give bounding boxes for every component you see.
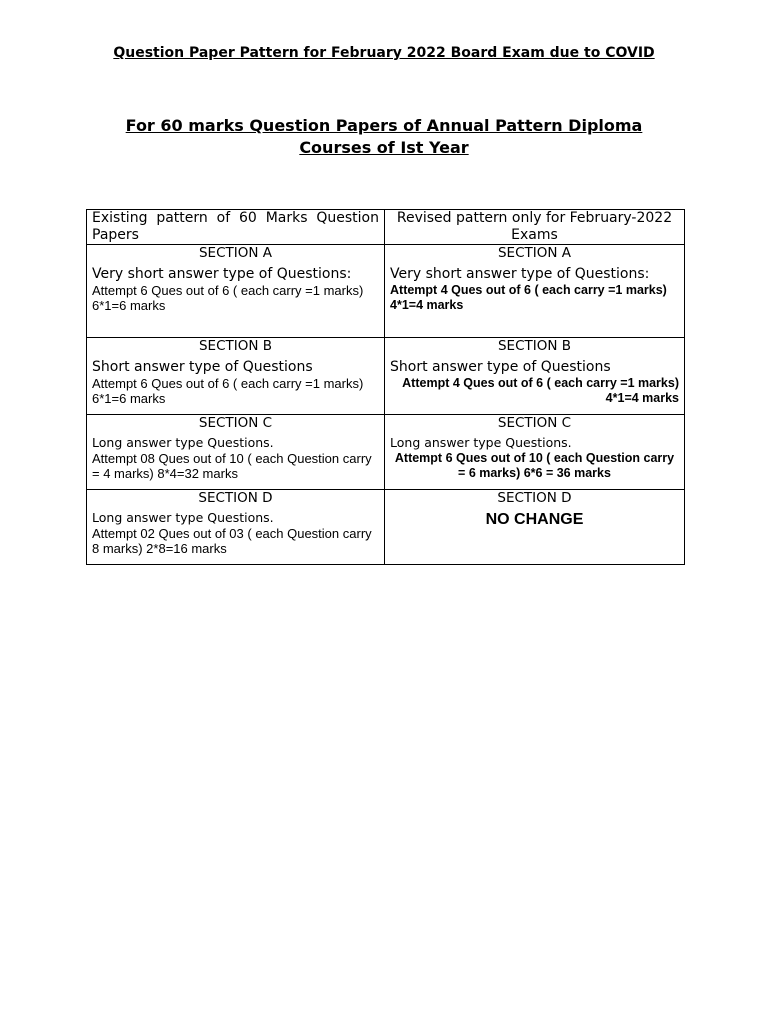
section-a-label-revised: SECTION A — [497, 245, 571, 261]
section-c-revised-cell — [385, 415, 685, 490]
section-a-detail-revised: Attempt 4 Ques out of 6 ( each carry =1 marks) 4*1=4 marks — [390, 283, 667, 312]
section-b-revised-cell — [385, 338, 685, 415]
pattern-table — [86, 209, 685, 565]
section-c-label-existing: SECTION C — [198, 415, 273, 431]
section-b-type-revised: Short answer type of Questions — [390, 359, 611, 375]
section-c-type-existing: Long answer type Questions. — [92, 435, 274, 450]
section-b-label-existing: SECTION B — [198, 338, 273, 354]
page-title: Question Paper Pattern for February 2022 Board Exam due to COVID — [113, 45, 655, 61]
header-existing: Existing pattern of 60 Marks Question Papers — [92, 210, 379, 243]
section-b-detail-existing: Attempt 6 Ques out of 6 ( each carry =1 marks) 6*1=6 marks — [92, 376, 364, 406]
section-a-label-existing: SECTION A — [198, 245, 272, 261]
section-d-existing-cell — [87, 490, 385, 565]
table-header-row — [87, 210, 685, 245]
section-a-type-existing: Very short answer type of Questions: — [92, 266, 352, 282]
section-d-type-existing: Long answer type Questions. — [92, 510, 274, 525]
section-d-label-existing: SECTION D — [198, 490, 273, 506]
header-existing-cell — [87, 210, 385, 245]
section-d-revised-cell — [385, 490, 685, 565]
subtitle-line-2: Courses of Ist Year — [299, 138, 469, 157]
section-b-type-existing: Short answer type of Questions — [92, 359, 313, 375]
section-d-detail-existing: Attempt 02 Ques out of 03 ( each Question carry 8 marks) 2*8=16 marks — [92, 526, 372, 556]
section-c-detail-revised: Attempt 6 Ques out of 10 ( each Question carry = 6 marks) 6*6 = 36 marks — [394, 451, 675, 480]
section-a-revised-cell — [385, 245, 685, 338]
table-row-section-a — [87, 245, 685, 338]
section-a-type-revised: Very short answer type of Questions: — [390, 266, 650, 282]
section-c-existing-cell — [87, 415, 385, 490]
header-revised: Revised pattern only for February-2022 Exams — [396, 210, 673, 243]
section-c-label-revised: SECTION C — [497, 415, 572, 431]
section-d-label-revised: SECTION D — [497, 490, 572, 506]
table-row-section-c — [87, 415, 685, 490]
section-c-type-revised: Long answer type Questions. — [390, 435, 572, 450]
section-b-detail-revised: Attempt 4 Ques out of 6 ( each carry =1 marks) 4*1=4 marks — [402, 376, 679, 405]
section-b-label-revised: SECTION B — [497, 338, 572, 354]
section-d-no-change: NO CHANGE — [485, 511, 584, 528]
section-a-existing-cell — [87, 245, 385, 338]
section-b-existing-cell — [87, 338, 385, 415]
table-row-section-d — [87, 490, 685, 565]
table-row-section-b — [87, 338, 685, 415]
section-a-detail-existing: Attempt 6 Ques out of 6 ( each carry =1 marks) 6*1=6 marks — [92, 283, 364, 313]
header-revised-cell — [385, 210, 685, 245]
section-c-detail-existing: Attempt 08 Ques out of 10 ( each Question carry = 4 marks) 8*4=32 marks — [92, 451, 372, 481]
subtitle-line-1: For 60 marks Question Papers of Annual Pattern Diploma — [125, 116, 643, 135]
